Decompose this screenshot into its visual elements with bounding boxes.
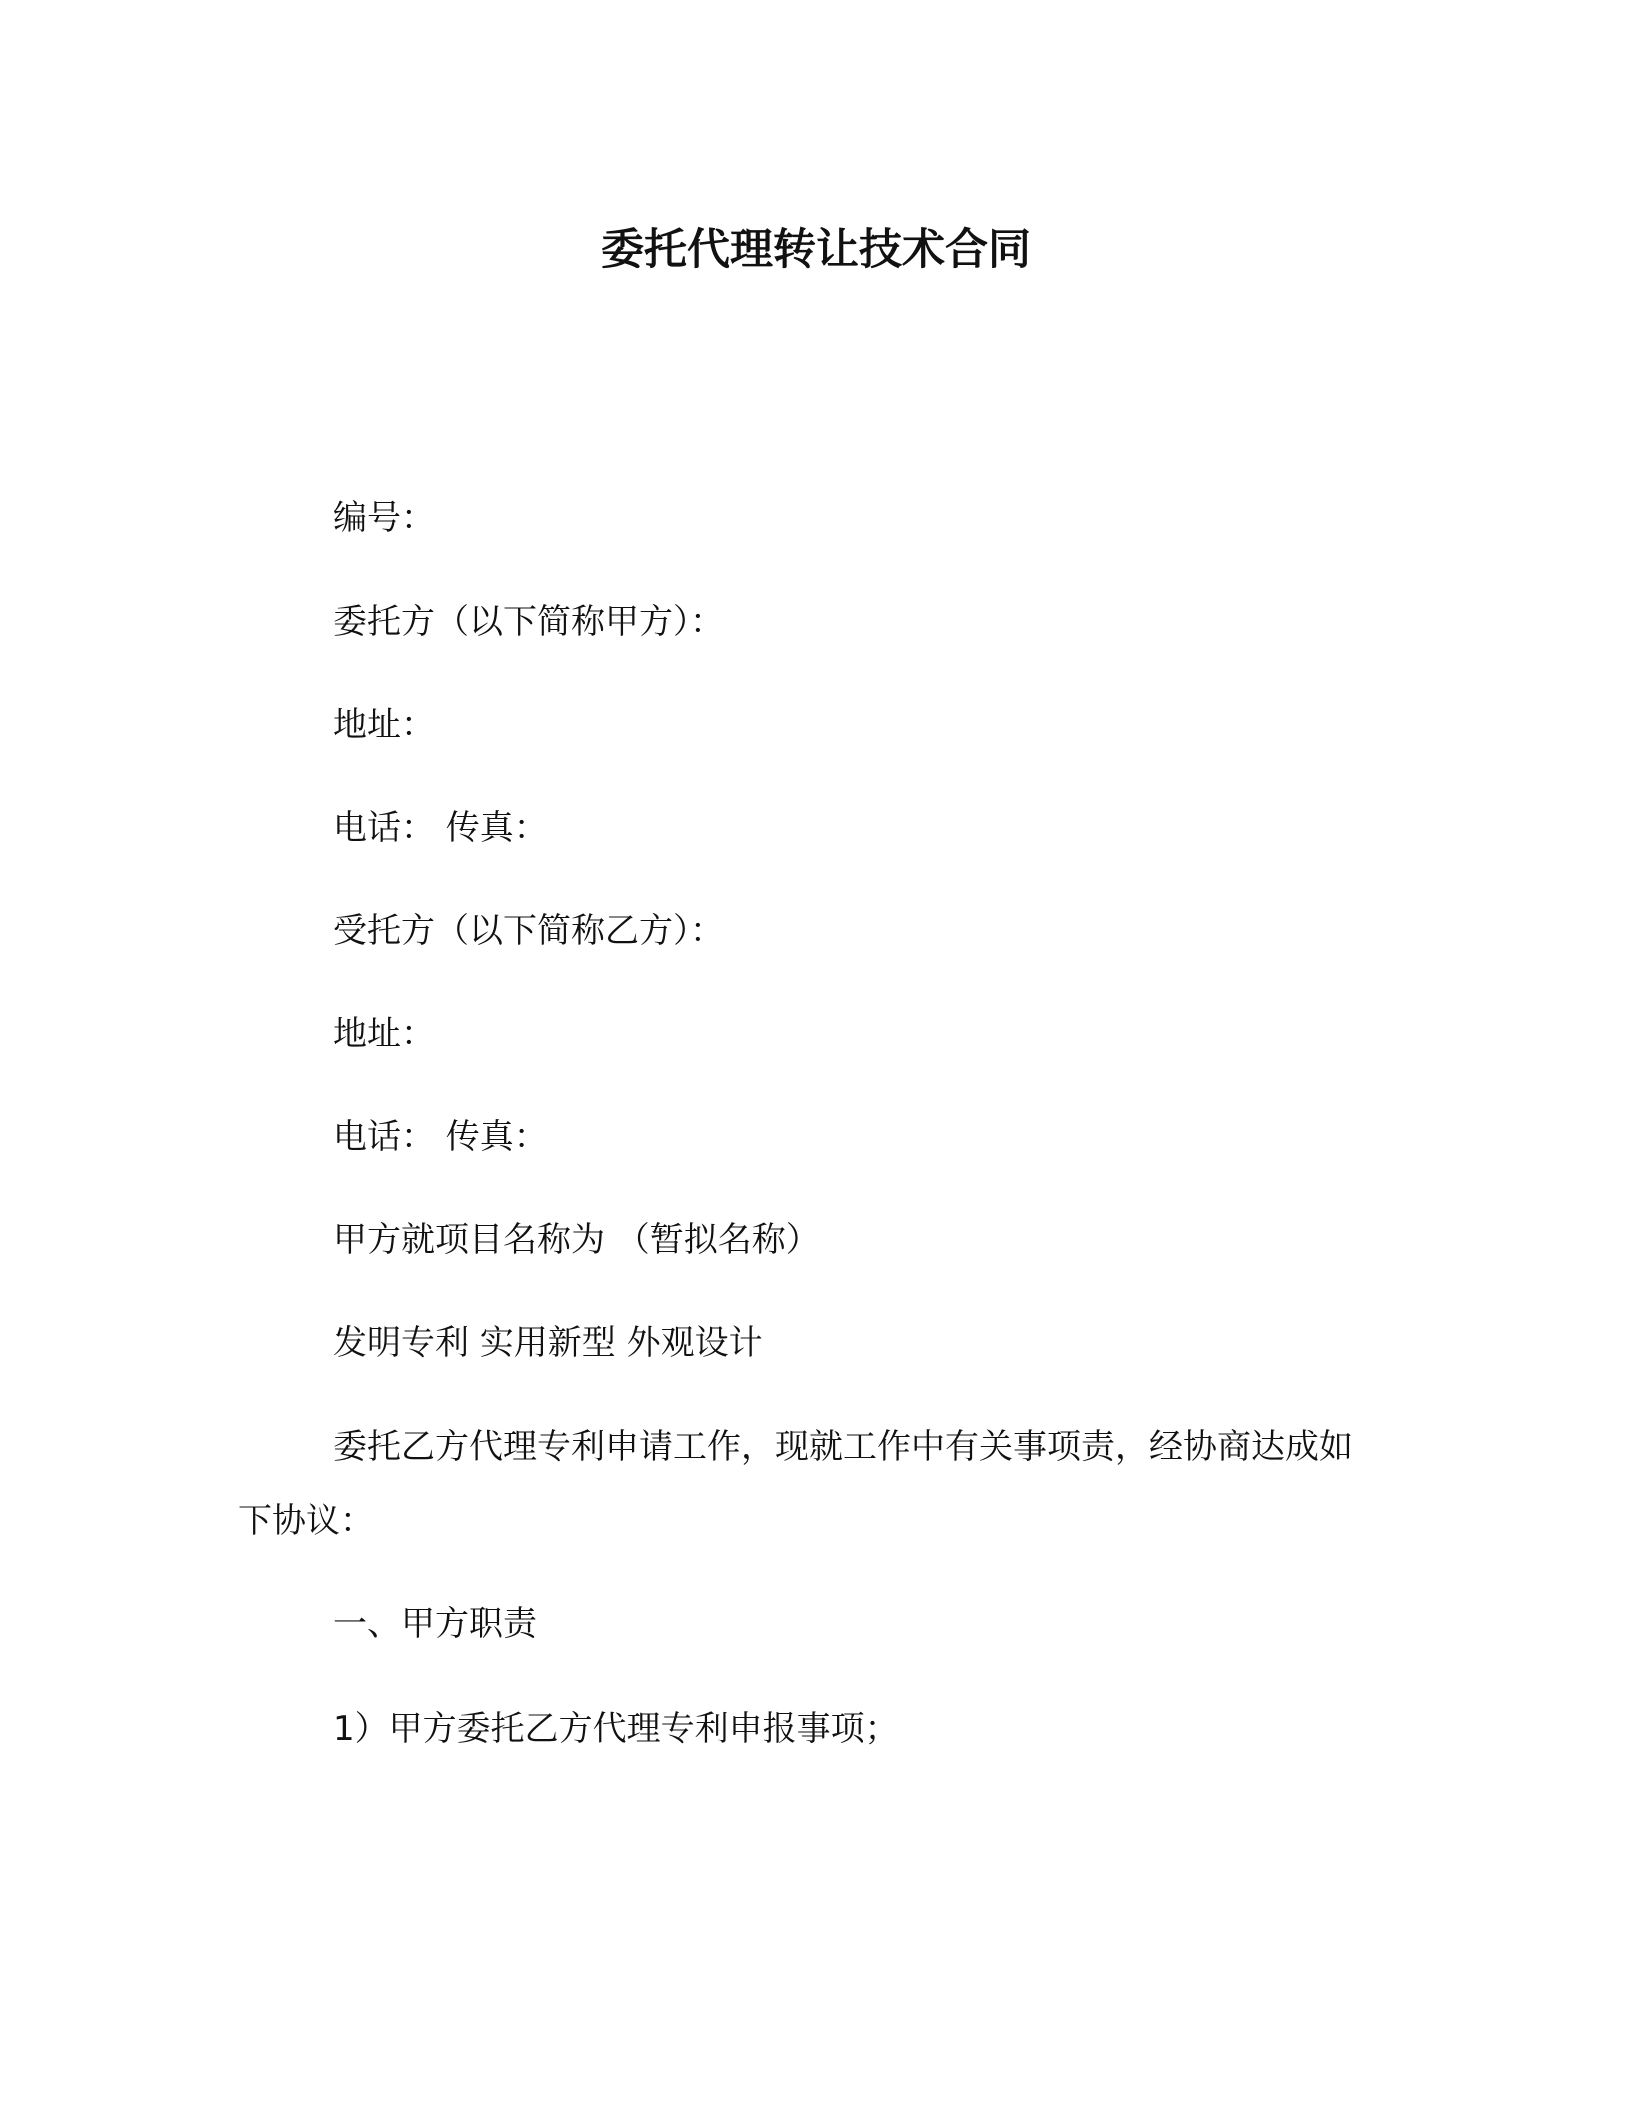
intro-paragraph: 委托乙方代理专利申请工作，现就工作中有关事项责，经协商达成如下协议： — [238, 1427, 1353, 1541]
field-number: 编号： — [333, 498, 435, 538]
field-party-b-address: 地址： — [333, 1014, 435, 1054]
field-party-a: 委托方（以下简称甲方）： — [333, 602, 724, 642]
project-line: 甲方就项目名称为 （暂拟名称） — [333, 1220, 820, 1260]
document-title: 委托代理转让技术合同 — [601, 225, 1031, 275]
section-one-item-1: 1）甲方委托乙方代理专利申报事项； — [333, 1709, 899, 1749]
field-party-b-contact: 电话： 传真： — [333, 1117, 548, 1157]
field-party-a-address: 地址： — [333, 705, 435, 745]
patent-types-line: 发明专利 实用新型 外观设计 — [333, 1323, 763, 1363]
field-party-b: 受托方（以下简称乙方）： — [333, 911, 724, 951]
field-party-a-contact: 电话： 传真： — [333, 808, 548, 848]
section-one-heading: 一、甲方职责 — [333, 1604, 537, 1644]
